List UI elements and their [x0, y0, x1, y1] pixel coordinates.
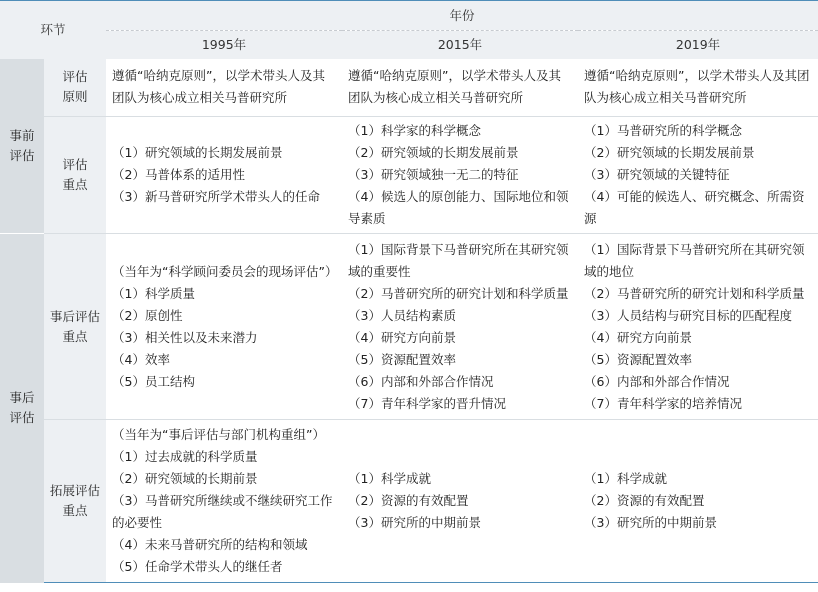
cell-extended-2015: [342, 420, 578, 583]
cell-line: （1）科学质量: [112, 285, 195, 301]
header-stage: 环节: [0, 1, 106, 59]
cell-line: （2）资源的有效配置: [348, 493, 469, 508]
cell-line: （7）青年科学家的晋升情况: [348, 395, 506, 411]
cell-line: （3）人员结构与研究目标的匹配程度: [584, 307, 792, 323]
cell-line: （4）可能的候选人、研究概念、所需资源: [584, 189, 805, 226]
cell-line: （当年为“事后评估与部门机构重组”）: [112, 427, 325, 442]
header-year-2019: 2019年: [578, 31, 818, 59]
cell-line: （3）研究所的中期前景: [584, 515, 717, 530]
cell-line: （5）资源配置效率: [348, 351, 456, 367]
cell-line: 遵循“哈纳克原则”，以学术带头人及其团队为核心成立相关马普研究所: [348, 68, 561, 106]
cell-line: （5）员工结构: [112, 373, 195, 389]
cell-line: 遵循“哈纳克原则”，以学术带头人及其团队为核心成立相关马普研究所: [584, 68, 810, 106]
header-year: 年份: [106, 1, 818, 31]
cell-focus-2019: [578, 117, 818, 234]
cell-line: （2）研究领域的长期前景: [112, 471, 258, 486]
header-year-1995: 1995年: [106, 31, 342, 59]
cell-line: （3）马普研究所继续或不继续研究工作的必要性: [112, 493, 333, 530]
cell-line: （3）相关性以及未来潜力: [112, 329, 258, 345]
cell-post-2019: [578, 234, 818, 420]
cell-line: （2）研究领域的长期发展前景: [584, 145, 755, 160]
cell-line: （1）过去成就的科学质量: [112, 449, 258, 464]
cell-line: （6）内部和外部合作情况: [584, 373, 730, 389]
cell-principle-2015: [342, 59, 578, 117]
cell-focus-2015: [342, 117, 578, 234]
cell-line: （7）青年科学家的培养情况: [584, 395, 742, 411]
row-label-post-focus: 事后评估 重点: [44, 234, 106, 420]
cell-line: （2）资源的有效配置: [584, 493, 705, 508]
row-label-extended: 拓展评估 重点: [44, 420, 106, 583]
cell-line: （4）候选人的原创能力、国际地位和领导素质: [348, 189, 569, 226]
group-pre-evaluation: 事前 评估: [0, 59, 44, 234]
row-label-focus: 评估 重点: [44, 117, 106, 234]
cell-line: （5）资源配置效率: [584, 351, 692, 367]
cell-extended-2019: [578, 420, 818, 583]
cell-line: （2）马普研究所的研究计划和科学质量: [348, 285, 569, 301]
cell-line: （1）科学家的科学概念: [348, 123, 481, 138]
cell-line: （3）研究所的中期前景: [348, 515, 481, 530]
cell-line: （1）国际背景下马普研究所在其研究领域的重要性: [348, 241, 569, 279]
cell-principle-2019: [578, 59, 818, 117]
cell-line: （1）马普研究所的科学概念: [584, 123, 742, 138]
cell-line: （2）原创性: [112, 307, 183, 323]
row-label-principle: 评估 原则: [44, 59, 106, 117]
cell-line: （6）内部和外部合作情况: [348, 373, 494, 389]
group-post-evaluation: 事后 评估: [0, 234, 44, 583]
cell-line: （1）国际背景下马普研究所在其研究领域的地位: [584, 241, 805, 279]
cell-post-2015: [342, 234, 578, 420]
cell-line: （5）任命学术带头人的继任者: [112, 559, 283, 574]
cell-post-1995: [106, 234, 342, 420]
cell-extended-1995: [106, 420, 342, 583]
header-year-2015: 2015年: [342, 31, 578, 59]
cell-line: （4）未来马普研究所的结构和领域: [112, 537, 308, 552]
cell-line: （1）研究领域的长期发展前景: [112, 145, 283, 160]
cell-line: （4）研究方向前景: [348, 329, 456, 345]
cell-line: （1）科学成就: [348, 471, 431, 486]
cell-line: （2）马普体系的适用性: [112, 167, 245, 182]
cell-principle-1995: [106, 59, 342, 117]
cell-line: （1）科学成就: [584, 471, 667, 486]
cell-line: （3）人员结构素质: [348, 307, 456, 323]
cell-line: （3）研究领域独一无二的特征: [348, 167, 519, 182]
cell-line: （2）研究领域的长期发展前景: [348, 145, 519, 160]
cell-line: （4）研究方向前景: [584, 329, 692, 345]
cell-line: 遵循“哈纳克原则”，以学术带头人及其团队为核心成立相关马普研究所: [112, 68, 325, 106]
cell-line: （4）效率: [112, 351, 170, 367]
cell-line: （当年为“科学顾问委员会的现场评估”）: [112, 263, 338, 279]
cell-line: （2）马普研究所的研究计划和科学质量: [584, 285, 805, 301]
cell-line: （3）研究领域的关键特征: [584, 167, 730, 182]
cell-line: （3）新马普研究所学术带头人的任命: [112, 189, 320, 204]
cell-focus-1995: [106, 117, 342, 234]
